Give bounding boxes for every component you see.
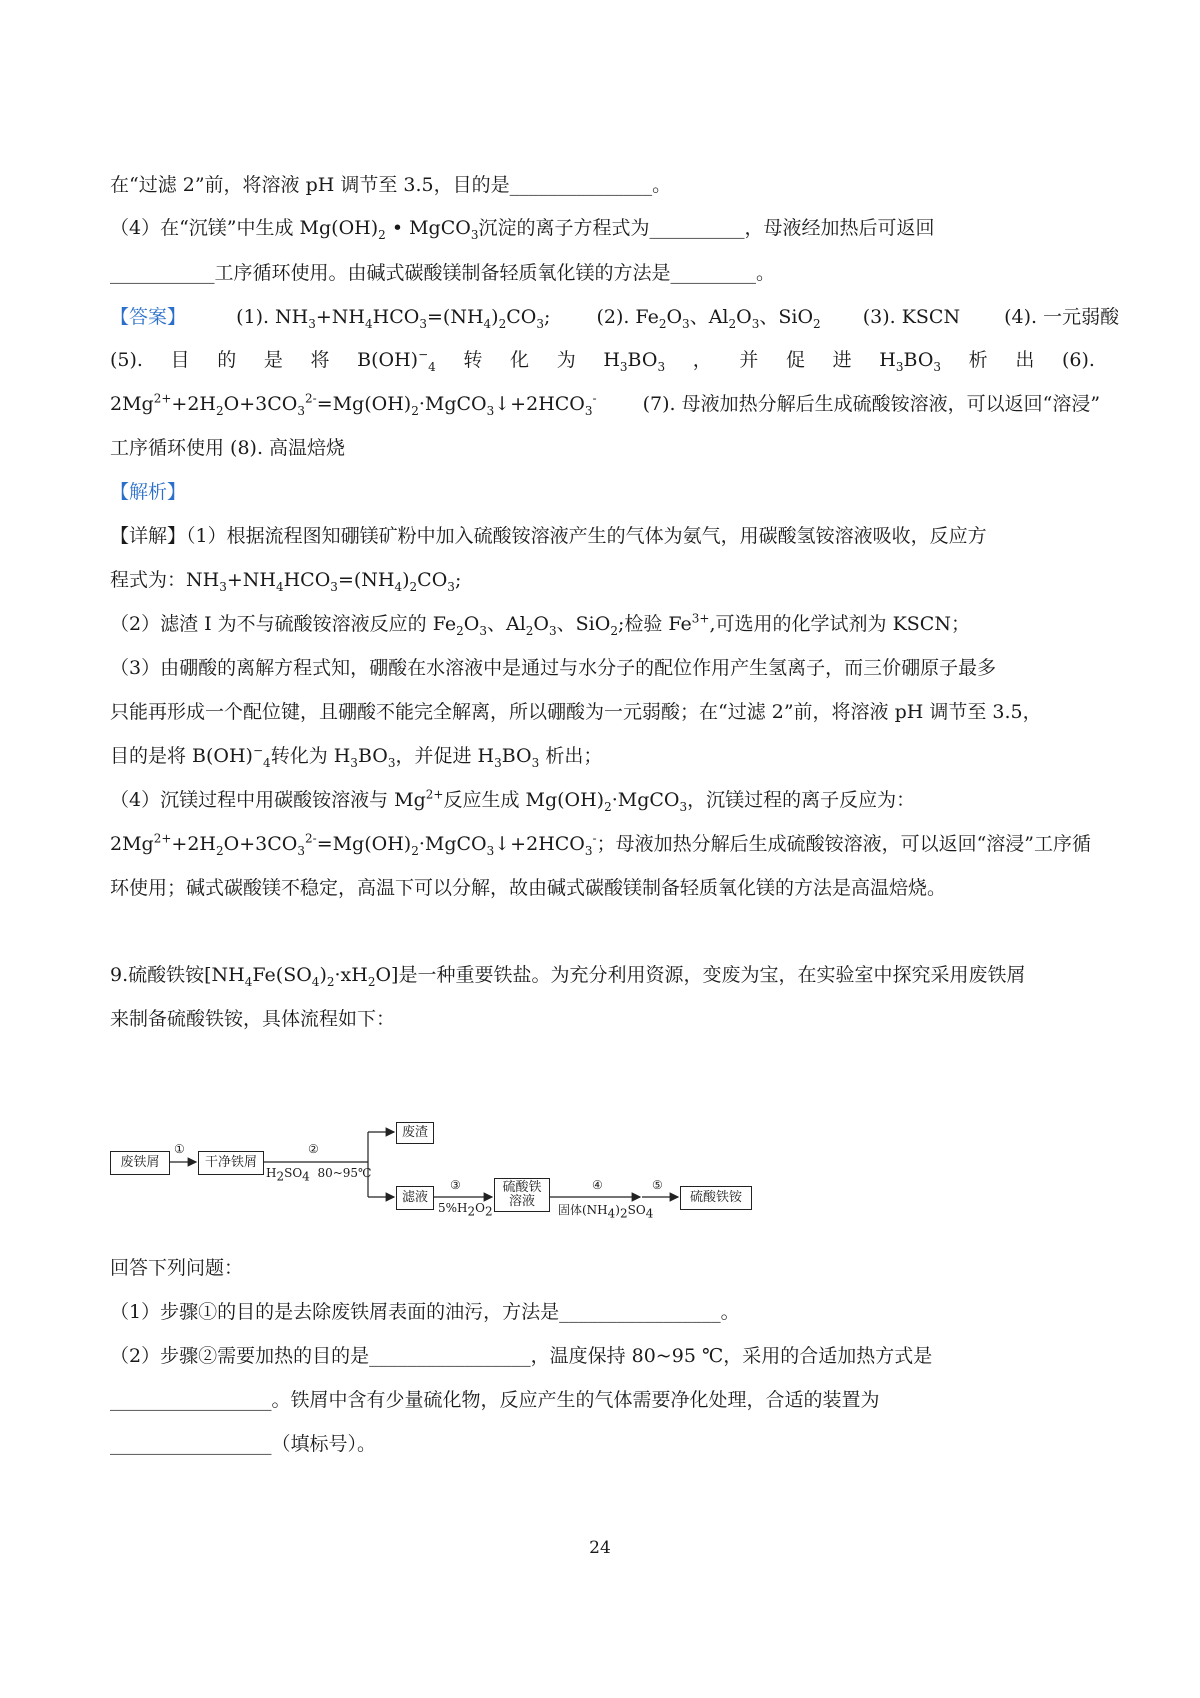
- answer-word: 转: [463, 349, 483, 371]
- answer-word: 为: [556, 349, 576, 371]
- answer-word: (5).: [110, 349, 143, 371]
- answer-item: (2). $Fe_2O_3$、$Al_2O_3$、SiO$_2$: [596, 306, 821, 331]
- answer-word: $H_3BO_3$: [603, 349, 666, 374]
- answer-line-2: [110, 346, 1095, 374]
- text-line: 只能再形成一个配位键，且硼酸不能完全解离，所以硼酸为一元弱酸；在“过滤 2”前，将溶液 pH 调节至 3.5，: [110, 701, 1042, 723]
- text-span: （4）在“沉镁”中生成 Mg(OH): [110, 217, 379, 239]
- text-line: （2）步骤②需要加热的目的是_________________，温度保持 80~95 ℃，采用的合适加热方式是: [110, 1345, 933, 1367]
- flow-box-product: 硫酸铁铵: [680, 1186, 752, 1210]
- answer-word: 是: [263, 349, 283, 371]
- step-label: ④: [592, 1178, 603, 1192]
- answer-item: (7). 母液加热分解后生成硫酸铵溶液，可以返回“溶浸”: [642, 393, 1101, 415]
- answer-word: 进: [832, 349, 852, 371]
- text-line: （2）滤渣 I 为不与硫酸铵溶液反应的 $Fe_2O_3$、$Al_2O_3$、SiO$_2$;检验 $Fe^{3+}$,可选用的化学试剂为 KSCN；: [110, 611, 970, 638]
- answer-word: 促: [786, 349, 806, 371]
- step-condition: $H_2SO_4$ 80~95℃: [266, 1166, 372, 1184]
- question-9: 9.硫酸铁铵$[NH_4Fe(SO_4)_2\cdot xH_2O]$是一种重要铁盐。为充分利用资源，变废为宝，在实验室中探究采用废铁屑: [110, 964, 1026, 989]
- flow-box-waste-iron: 废铁屑: [110, 1151, 170, 1175]
- answer-item: (4). 一元弱酸: [1004, 306, 1120, 328]
- text-line: （3）由硼酸的离解方程式知，硼酸在水溶液中是通过与水分子的配位作用产生氢离子，而三价硼原子最多: [110, 657, 997, 679]
- text-span: • MgCO: [385, 217, 471, 239]
- answer-word: $H_3BO_3$: [879, 349, 942, 374]
- text-line: （4）沉镁过程中用碳酸铵溶液与 $Mg^{2+}$反应生成 $Mg(OH)_2\cdot MgCO_3$，沉镁过程的离子反应为：: [110, 787, 916, 814]
- flow-box-clean-iron: 干净铁屑: [198, 1151, 264, 1175]
- answer-line-4: 工序循环使用 (8). 高温焙烧: [110, 437, 346, 459]
- flow-box-iron-sulfate-solution: 硫酸铁溶液: [494, 1178, 550, 1212]
- answer-word: 化: [510, 349, 530, 371]
- text-line: 程式为：$NH_3+NH_4HCO_3=(NH_4)_2CO_3$;: [110, 569, 462, 594]
- step-label: ②: [308, 1142, 319, 1156]
- answer-word: 目: [170, 349, 190, 371]
- flow-arrows: [110, 1110, 810, 1240]
- answer-word: ，: [692, 349, 712, 371]
- answer-label: 【答案】: [110, 306, 187, 328]
- step-label: ①: [174, 1142, 185, 1156]
- flow-diagram: [110, 1110, 810, 1240]
- answer-word: 将: [310, 349, 330, 371]
- flow-box-filtrate: 滤液: [396, 1186, 434, 1210]
- answer-word: 出: [1015, 349, 1035, 371]
- answer-word: 并: [739, 349, 759, 371]
- step-label: ⑤: [652, 1178, 663, 1192]
- answer-word: (6).: [1061, 349, 1095, 371]
- text-line: 回答下列问题：: [110, 1257, 244, 1279]
- text-line: _________________。铁屑中含有少量硫化物，反应产生的气体需要净化处理，合适的装置为: [110, 1389, 880, 1411]
- answer-word: 的: [217, 349, 237, 371]
- answer-line-3: [110, 390, 1101, 418]
- answer-word: 析: [968, 349, 988, 371]
- answer-item: (1). $NH_3+NH_4HCO_3=(NH_4)_2CO_3$;: [236, 306, 551, 331]
- answer-item: (3). KSCN: [862, 306, 961, 328]
- text-span: 沉淀的离子方程式为__________，母液经加热后可返回: [478, 217, 935, 239]
- text-line: 环使用；碱式碳酸镁不稳定，高温下可以分解，故由碱式碳酸镁制备轻质氧化镁的方法是高温焙烧。: [110, 877, 947, 899]
- answer-line-1: [110, 303, 1120, 331]
- step-label: ③: [450, 1178, 461, 1192]
- page-number: 24: [589, 1538, 611, 1558]
- step-condition: 固体$(NH_4)_2SO_4$: [558, 1203, 654, 1221]
- step-condition: $5\%H_2O_2$: [438, 1201, 493, 1219]
- text-line: _________________（填标号）。: [110, 1433, 377, 1455]
- text-line: （1）步骤①的目的是去除废铁屑表面的油污，方法是_________________。: [110, 1301, 740, 1323]
- text-line: 在“过滤 2”前，将溶液 pH 调节至 3.5，目的是_______________。: [110, 174, 672, 196]
- flow-box-residue: 废渣: [396, 1122, 434, 1144]
- text-line: 来制备硫酸铁铵，具体流程如下：: [110, 1008, 396, 1030]
- text-line: $2Mg^{2+}+2H_2O+3CO_3^{2-}=Mg(OH)_2\cdot MgCO_3↓+2HCO_3^-$；母液加热分解后生成硫酸铵溶液，可以返回“溶浸”工序循: [110, 831, 1092, 858]
- text-line: 目的是将 $B(OH)^-_4$转化为 $H_3BO_3$，并促进 $H_3BO_3$ 析出；: [110, 743, 603, 770]
- equation: $2Mg^{2+}+2H_2O+3CO_3^{2-}=Mg(OH)_2\cdot MgCO_3↓+2HCO_3^-$: [110, 391, 597, 418]
- text-line: 【详解】（1）根据流程图知硼镁矿粉中加入硫酸铵溶液产生的气体为氨气，用碳酸氢铵溶液吸收，反应方: [110, 525, 987, 547]
- answer-word: $B(OH)^-_4$: [357, 347, 436, 374]
- text-line: ___________工序循环使用。由碱式碳酸镁制备轻质氧化镁的方法是_________。: [110, 262, 776, 284]
- analysis-label: 【解析】: [110, 481, 187, 503]
- text-line: （4）在“沉镁”中生成 $Mg(OH)_2$ • MgCO$_3$沉淀的离子方程式为__________，母液经加热后可返回: [110, 217, 935, 242]
